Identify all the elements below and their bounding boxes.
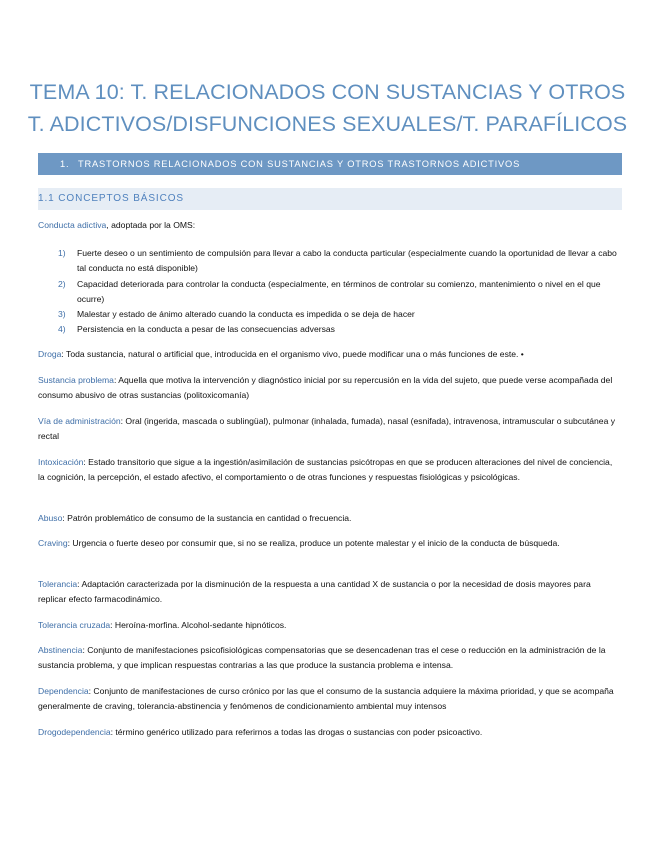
definition-drogodependencia <box>38 725 618 740</box>
definition-term: Tolerancia cruzada <box>38 620 111 630</box>
definition-sustancia-problema <box>38 373 618 404</box>
definition-abuso <box>38 511 618 526</box>
definition-text: : Aquella que motiva la intervención y diagnóstico inicial por su repercusión en la vida del sujeto, que puede verse acompañada del consumo abusivo de otras sustancias (politoxicomanía) <box>38 375 613 401</box>
intro-term: Conducta adictiva <box>38 220 107 230</box>
list-item-text: Malestar y estado de ánimo alterado cuando la conducta es impedida o se deja de hacer <box>77 309 415 320</box>
section-label: TRASTORNOS RELACIONADOS CON SUSTANCIAS Y OTROS TRASTORNOS ADICTIVOS <box>78 159 521 169</box>
definition-text: : Conjunto de manifestaciones de curso crónico por las que el consumo de la sustancia adquiere la máxima prioridad, y que se acompaña generalmente de craving, tolerancia-abstinencia y fenómenos de condicionamiento ambiental muy intensos <box>38 686 614 712</box>
definition-text: : Adaptación caracterizada por la disminución de la respuesta a una cantidad X de sustancia o por la necesidad de dosis mayores para replicar efecto farmacodinámico. <box>38 579 591 605</box>
section-number: 1. <box>60 159 70 169</box>
definition-term: Dependencia <box>38 686 89 696</box>
subsection-heading: 1.1 CONCEPTOS BÁSICOS <box>38 188 622 210</box>
list-item-text: Capacidad deteriorada para controlar la conducta (especialmente, en términos de controlar su comienzo, mantenimiento o nivel en el que ocurre) <box>77 278 601 304</box>
definition-term: Craving <box>38 538 68 548</box>
definition-text: : término genérico utilizado para referirnos a todas las drogas o sustancias con poder psicoactivo. <box>110 727 483 737</box>
definition-term: Vía de administración <box>38 416 121 426</box>
list-item-number: 4) <box>58 324 66 335</box>
section-heading <box>38 153 622 175</box>
definition-term: Abstinencia <box>38 645 83 655</box>
definition-abstinencia <box>38 643 618 674</box>
definition-text: : Conjunto de manifestaciones psicofisiológicas compensatorias que se desencadenan tras el cese o reducción en la administración de la sustancia problema, y que implican respuestas contrarias a las que produce la sustancia problema e intensa. <box>38 645 606 671</box>
document-title: TEMA 10: T. RELACIONADOS CON SUSTANCIAS Y OTROS T. ADICTIVOS/DISFUNCIONES SEXUALES/T. PARAFÍLICOS <box>27 80 628 136</box>
criteria-list <box>38 246 618 338</box>
definition-via-administracion <box>38 414 618 445</box>
list-item <box>38 322 618 337</box>
definition-term: Intoxicación <box>38 457 84 467</box>
list-item-text: Fuerte deseo o un sentimiento de compulsión para llevar a cabo la conducta particular (especialmente cuando la oportunidad de llevar a cabo tal conducta no está disponible) <box>77 248 617 274</box>
definition-droga <box>38 347 618 362</box>
definition-text: : Patrón problemático de consumo de la sustancia en cantidad o frecuencia. <box>62 513 352 523</box>
definition-tolerancia <box>38 577 618 608</box>
list-item <box>38 246 618 277</box>
definition-text: : Oral (ingerida, mascada o sublingüal), pulmonar (inhalada, fumada), nasal (esnifada), intravenosa, intramuscular o subcutánea y rectal <box>38 416 616 442</box>
intro-text: , adoptada por la OMS: <box>106 220 196 230</box>
definition-term: Abuso <box>38 513 63 523</box>
definition-tolerancia-cruzada <box>38 618 618 633</box>
definition-text: : Toda sustancia, natural o artificial que, introducida en el organismo vivo, puede modificar una o más funciones de este. • <box>61 349 524 359</box>
definition-term: Tolerancia <box>38 579 78 589</box>
definition-text: : Estado transitorio que sigue a la ingestión/asimilación de sustancias psicótropas en que se producen alteraciones del nivel de conciencia, la cognición, la percepción, el estado afectivo, el comportamiento o de otras funciones y respuestas fisiológicas y psicológicas. <box>38 457 613 483</box>
definition-craving <box>38 536 618 551</box>
definition-intoxicacion <box>38 455 618 486</box>
intro-paragraph <box>38 218 618 233</box>
definition-term: Drogodependencia <box>38 727 111 737</box>
definition-dependencia <box>38 684 618 715</box>
list-item-text: Persistencia en la conducta a pesar de las consecuencias adversas <box>77 324 335 335</box>
list-item <box>38 307 618 322</box>
list-item-number: 3) <box>58 309 66 320</box>
definition-term: Droga <box>38 349 62 359</box>
definition-term: Sustancia problema <box>38 375 114 385</box>
definition-text: : Urgencia o fuerte deseo por consumir que, si no se realiza, produce un potente malestar y el inicio de la conducta de búsqueda. <box>67 538 560 548</box>
list-item-number: 2) <box>58 278 66 289</box>
list-item-number: 1) <box>58 248 66 258</box>
list-item <box>38 277 618 308</box>
definition-text: : Heroína-morfina. Alcohol-sedante hipnóticos. <box>110 620 287 630</box>
